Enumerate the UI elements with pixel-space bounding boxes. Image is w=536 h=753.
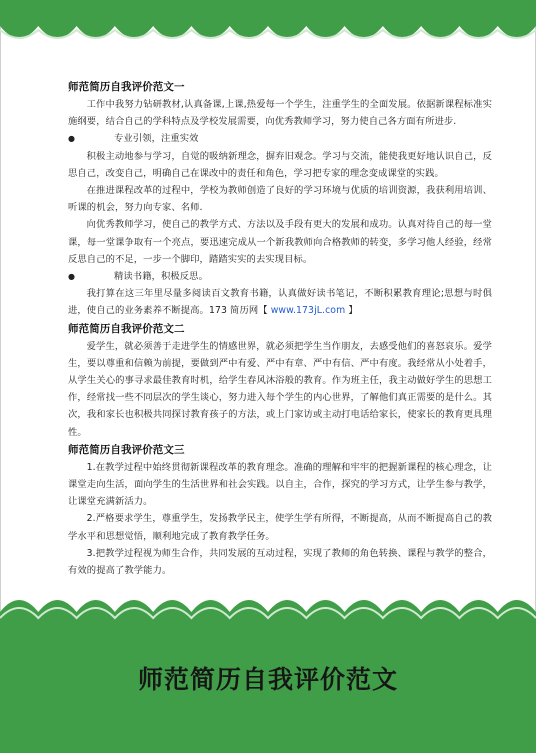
section-2-paragraph-1: 爱学生，就必须善于走进学生的情感世界，就必须把学生当作朋友，去感受他们的喜怒哀乐。爱学生，要以尊重和信赖为前提，要做到严中有爱、严中有章、严中有信、严中有度。我经常从小处着手，从学生关心的事寻求最佳教育时机，给学生春风沐浴般的教育。作为班主任，我主动做好学生的思想工作，经常找一些不同层次的学生谈心，努力进入每个学生的内心世界，了解他们真正需要的是什么。其次，我和家长也积极共同探讨教育孩子的方法，或上门家访或主动打电话给家长，使家长的教育更具理性。: [68, 340, 492, 438]
document-body: [68, 78, 492, 579]
footer-title: 师范简历自我评价范文: [137, 665, 398, 694]
section-1-bullet-2: [68, 268, 492, 285]
section-1-bullet-1: [68, 130, 492, 147]
top-wave-decoration: [0, 0, 536, 52]
section-1-title: 师范简历自我评价范文一: [68, 81, 185, 93]
section-3-paragraph-2: 2.严格要求学生，尊重学生，发扬教学民主，使学生学有所得，不断提高，从而不断提高自己的教学水平和思想觉悟，顺利地完成了教育教学任务。: [68, 513, 492, 542]
section-3-title: 师范简历自我评价范文三: [68, 443, 185, 456]
paragraph-5-text: 我打算在这三年里尽量多阅读百文教育书籍，认真做好读书笔记，不断积累教育理论;思想与时俱进，使自己的业务素养不断提高。173 简历网【: [68, 288, 492, 317]
top-wave-highlight: [0, 30, 536, 38]
site-link[interactable]: www.173jL.com: [270, 305, 346, 317]
section-3-paragraph-3: 3.把教学过程视为师生合作，共同发展的互动过程，实现了教师的角色转换、课程与教学的整合，有效的提高了教学能力。: [68, 547, 492, 577]
section-2-title: 师范简历自我评价范文二: [68, 322, 185, 335]
section-1-paragraph-2: 积极主动地参与学习，自觉的吸纳新理念，摒弃旧观念。学习与交流，能使我更好地认识自己，反思自己，改变自己，明确自己在课改中的责任和角色，学习把专家的理念变成课堂的实践。: [68, 150, 492, 179]
section-1-paragraph-4: 向优秀教师学习，使自己的教学方式、方法以及手段有更大的发展和成功。认真对待自己的每一堂课，每一堂课争取有一个亮点，要迅速完成从一个新我教师向合格教师的转变，多学习他人经验，经常反思自己的不足，一步一个脚印，踏踏实实的去实现目标。: [68, 219, 492, 265]
bullet-dot-icon: ●: [68, 134, 76, 144]
section-1-paragraph-3: 在推进课程改革的过程中，学校为教师创造了良好的学习环境与优质的培训资源，我获利用培训、听课的机会，努力向专家、名师.: [68, 185, 492, 214]
paragraph-5-close: 】: [348, 305, 358, 317]
section-1-paragraph-1: 工作中我努力钻研教材,认真备课,上课,热爱每一个学生，注重学生的全面发展。依据新课程标准实施纲要，结合自己的学科特点及学校发展需要，向优秀教师学习，努力使自己各方面有所进步.: [68, 99, 492, 128]
bullet-dot-icon: ●: [68, 272, 76, 282]
section-3-paragraph-1: 1.在教学过程中始终贯彻新课程改革的教育理念。准确的理解和牢牢的把握新课程的核心理念，让课堂走向生活，面向学生的生活世界和社会实践。以自主，合作，探究的学习方式，让学生参与教学，让课堂充满新活力。: [68, 461, 492, 508]
bullet-2-text: 精读书籍，积极反思。: [114, 271, 208, 283]
section-1-paragraph-5: [68, 285, 492, 319]
bullet-1-text: 专业引领，注重实效: [114, 133, 199, 145]
